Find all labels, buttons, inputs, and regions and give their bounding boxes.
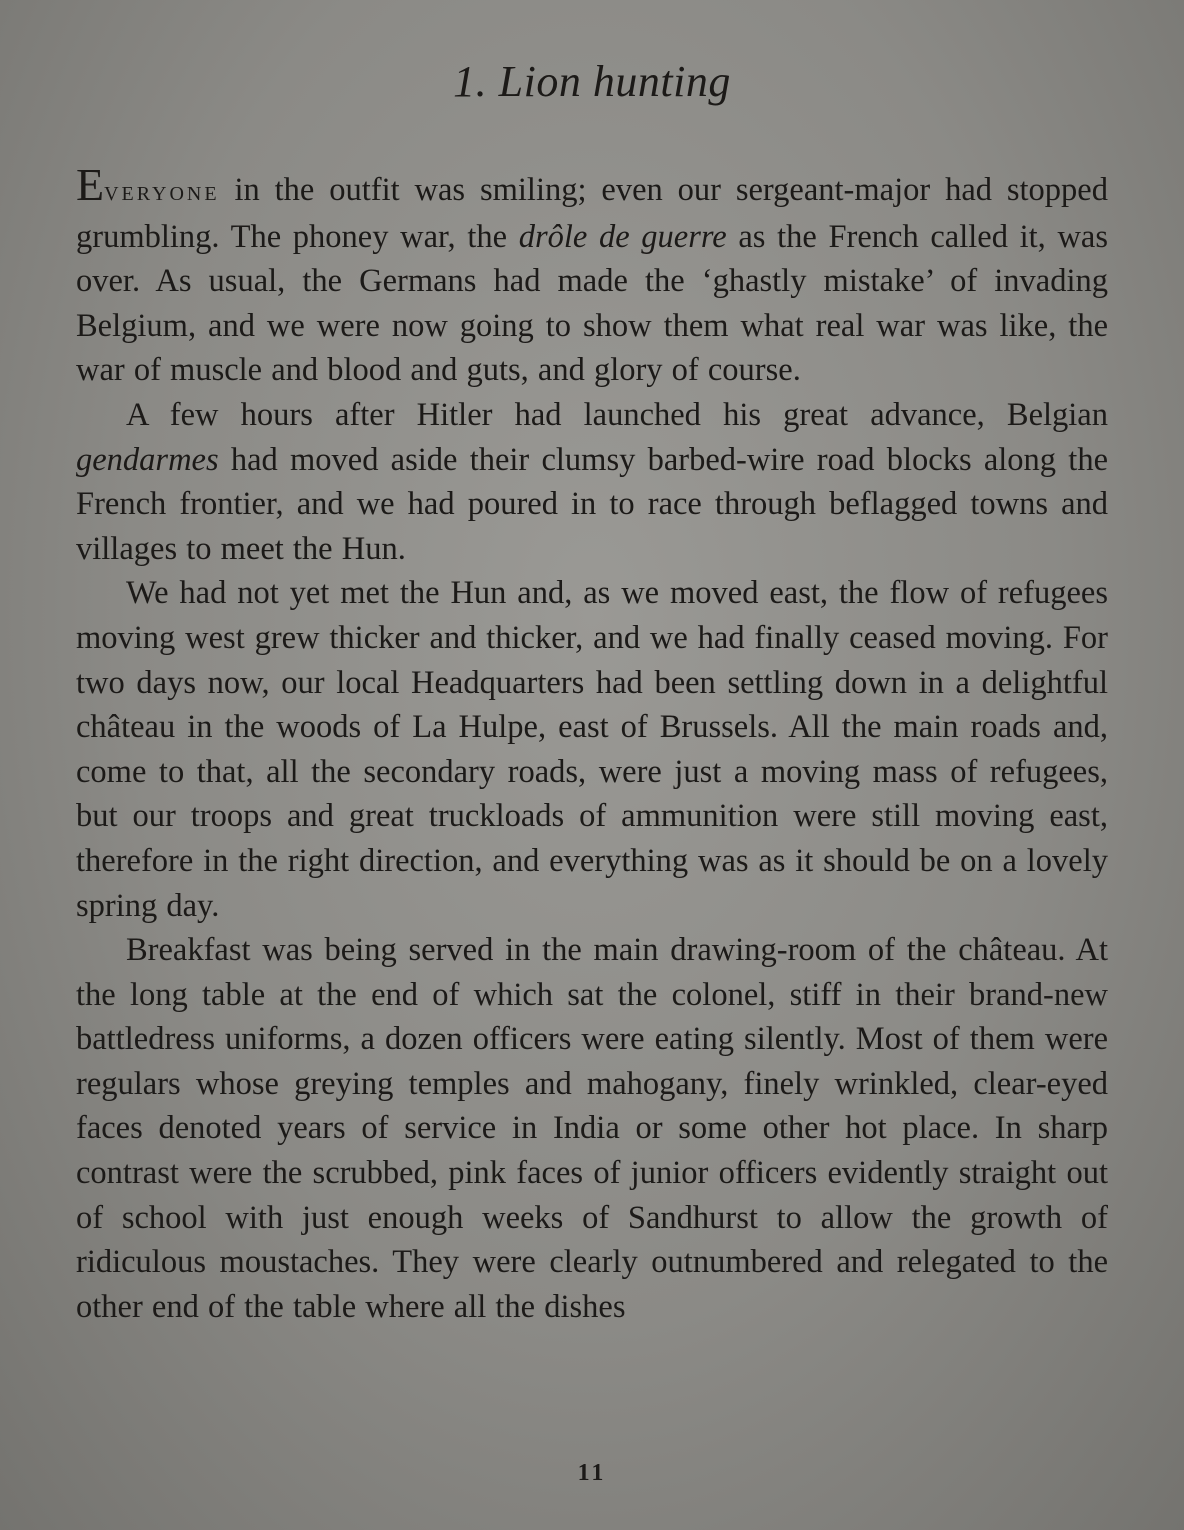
italic-word: gendarmes [76, 441, 219, 478]
page-number: 11 [577, 1460, 607, 1486]
paragraph-2-text-b: had moved aside their clumsy barbed-wire road blocks along the French frontier, and we had poured in to race through beflagged towns and villages to meet the Hun. [76, 441, 1108, 567]
drop-cap: E [76, 159, 105, 210]
paragraph-1 [76, 159, 1108, 393]
chapter-title: 1. Lion hunting [453, 57, 731, 106]
paragraph-4: Breakfast was being served in the main drawing-room of the château. At the long table at the end of which sat the colonel, stiff in their brand-new battledress uniforms, a dozen officers were eating silently. Most of them were regulars whose greying temples and mahogany, finely wrinkled, clear-eyed faces denoted years of service in India or some other hot place. In sharp contrast were the scrubbed, pink faces of junior officers evidently straight out of school with just enough weeks of Sandhurst to allow the growth of ridiculous moustaches. They were clearly outnumbered and relegated to the other end of the table where all the dishes [76, 932, 1108, 1325]
paragraph-1-text-a: in the outfit was smiling; even our sergeant-major had stopped grumbling. The phoney war, the [76, 172, 1108, 255]
paragraph-2-text-a: A few hours after Hitler had launched his great advance, Belgian [126, 396, 1108, 433]
paragraph-1-text-b: as the French called it, was over. As usual, the Germans had made the ‘ghastly mistake’ of invading Belgium, and we were now going to show them what real war was like, the war of muscle and blood and guts, and glory of course. [76, 218, 1108, 389]
italic-phrase: drôle de guerre [518, 218, 727, 255]
paragraph-2 [76, 393, 1108, 571]
paragraph-3: We had not yet met the Hun and, as we moved east, the flow of refugees moving west grew thicker and thicker, and we had finally ceased moving. For two days now, our local Headquarters had been settling down in a delightful château in the woods of La Hulpe, east of Brussels. All the main roads and, come to that, all the secondary roads, were just a moving mass of refugees, but our troops and great truckloads of ammunition were still moving east, therefore in the right direction, and everything was as it should be on a lovely spring day. [76, 575, 1108, 924]
small-caps-word: veryone [104, 176, 220, 207]
chapter-body [76, 159, 1108, 1329]
